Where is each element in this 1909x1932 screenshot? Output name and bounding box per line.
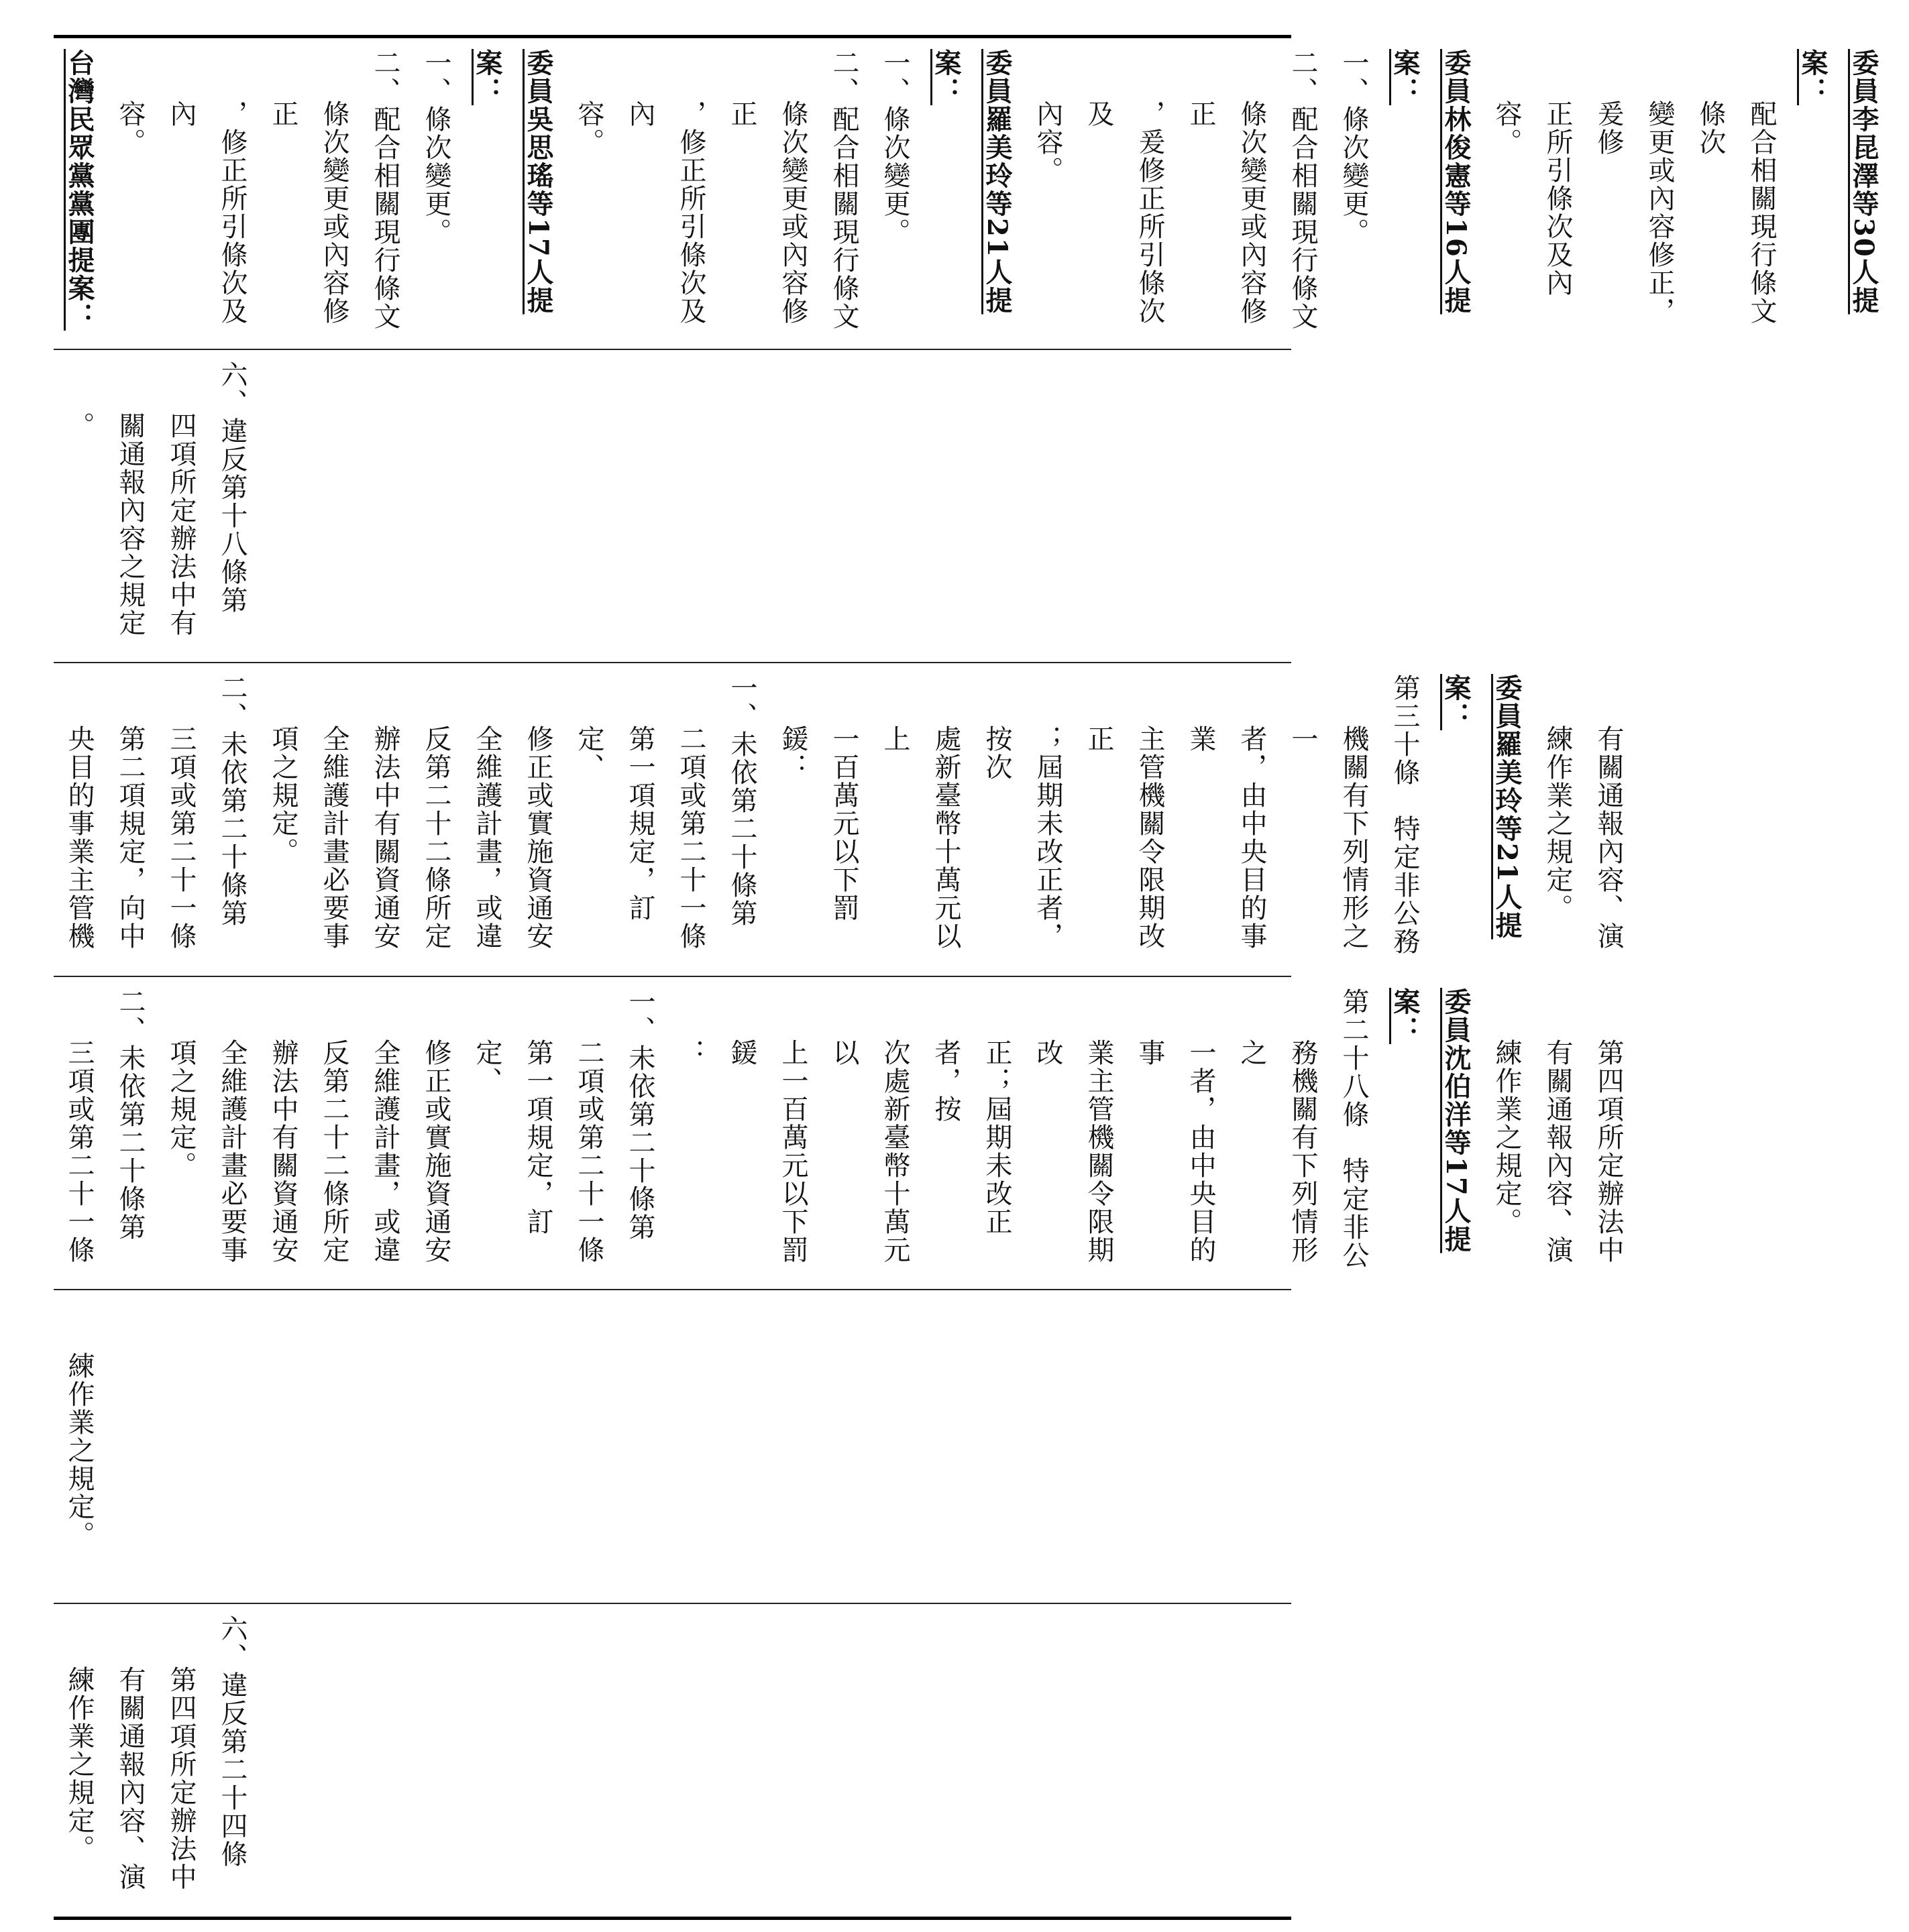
text-line: 三項或第二十一條 (64, 1039, 95, 1264)
text-line: ，修正所引條次及內 (166, 100, 248, 325)
proposer-heading: 委員吳思瑤等17人提案： (472, 49, 554, 315)
text-line: 正；屆期未改正者，按 (930, 1039, 1012, 1236)
cell-text (54, 1290, 125, 1603)
text-line: 辦法中有關資通安 (370, 725, 400, 950)
text-line: 二、未依第二十條第 (115, 988, 146, 1241)
text-line: 處新臺幣十萬元以上 (879, 725, 961, 950)
text-line: 有關通報內容、演 (1542, 1039, 1573, 1264)
proposer-heading: 委員羅美玲等21人提案： (1440, 674, 1523, 940)
text-line: 有關通報內容、演 (115, 1666, 146, 1891)
text-line: 變更或內容修正，爰修 (1593, 100, 1675, 325)
text-line: 六、違反第十八條第 (217, 361, 248, 614)
text-line: 條次變更或內容修正 (268, 100, 349, 325)
table-row-proposal-a (54, 663, 1624, 976)
text-line: 有關通報內容、演 (1593, 725, 1624, 950)
text-line: 修正或實施資通安 (523, 725, 553, 950)
text-line: 正所引條次及內容。 (1491, 100, 1573, 297)
text-line: 練作業之規定。 (1491, 1039, 1522, 1236)
text-line: 條次變更或內容修正 (1185, 100, 1267, 325)
text-line: 一、未依第二十條第 (624, 988, 655, 1241)
table-row-proposal-b (54, 977, 1624, 1289)
text-line: 全維護計畫必要事 (217, 1039, 248, 1264)
text-line: 練作業之規定。 (64, 1352, 95, 1549)
text-line: 四項所定辦法中有 (166, 412, 197, 637)
proposer-heading: 委員羅美玲等21人提案： (930, 49, 1013, 315)
text-line: 練作業之規定。 (1542, 725, 1573, 922)
text-line: 容。 (574, 100, 604, 156)
text-line: 條次變更或內容修正 (726, 100, 808, 325)
text-line: 項之規定。 (268, 725, 298, 866)
proposer-heading: 委員沈伯洋等17人提案： (1389, 988, 1472, 1253)
text-line: 第四項所定辦法中 (1593, 1039, 1624, 1264)
text-line: 第四項所定辦法中 (166, 1666, 197, 1891)
text-line: 修正或實施資通安 (421, 1039, 451, 1264)
text-line: 業主管機關令限期改 (1032, 1039, 1114, 1264)
text-line: 二、未依第二十條第 (217, 674, 248, 927)
text-line: 主管機關令限期改正 (1083, 725, 1165, 950)
text-line: 反第二十二條所定 (421, 725, 451, 950)
table-row-proposal-d (54, 1604, 1291, 1917)
cell-text (54, 1604, 278, 1917)
cell-text (54, 663, 1654, 976)
text-line: 六、違反第二十四條 (217, 1615, 248, 1868)
text-line: 反第二十二條所定 (319, 1039, 349, 1264)
text-line: 一、條次變更。 (879, 49, 910, 246)
table-row-current-law (54, 350, 1291, 662)
text-line: 全維護計畫，或違 (370, 1039, 400, 1264)
text-line: 第二十八條 特定非公 (1338, 988, 1369, 1269)
text-line: 。 (64, 412, 95, 440)
text-line: 央目的事業主管機 (64, 725, 95, 950)
table-row-proposal-c (54, 1290, 1291, 1603)
text-line: 全維護計畫必要事 (319, 725, 349, 950)
text-line: 一、未依第二十條第 (726, 674, 757, 927)
text-line: 第一項規定，訂定、 (472, 1039, 553, 1236)
text-line: 第二項規定，向中 (115, 725, 146, 950)
text-line: 第三十條 特定非公務 (1389, 674, 1420, 956)
cell-text (54, 350, 278, 662)
text-line: 一、條次變更。 (421, 49, 451, 246)
text-line: 機關有下列情形之一 (1287, 725, 1369, 950)
text-line: 項之規定。 (166, 1039, 197, 1180)
text-line: 關通報內容之規定 (115, 412, 146, 637)
proposer-heading: 委員林俊憲等16人提案： (1389, 49, 1472, 315)
text-line: 上一百萬元以下罰鍰 (726, 1039, 808, 1264)
text-line: 二項或第二十一條 (574, 1039, 604, 1264)
text-line: 全維護計畫，或違 (472, 725, 502, 950)
text-line: ： (675, 1039, 706, 1067)
text-line: 一者，由中央目的事 (1134, 1039, 1216, 1264)
text-line: ，爰修正所引條次及 (1083, 100, 1165, 325)
proposer-heading: 台灣民眾黨黨團提案： (64, 49, 95, 331)
text-line: 二、配合相關現行條文 (828, 49, 859, 331)
text-line: 一、條次變更。 (1338, 49, 1369, 246)
text-line: 務機關有下列情形之 (1236, 1039, 1318, 1264)
text-line: 配合相關現行條文條次 (1695, 100, 1777, 325)
text-line: 者，由中央目的事業 (1185, 725, 1267, 950)
text-line: 次處新臺幣十萬元以 (828, 1039, 910, 1264)
table-bottom-rule (54, 1917, 1291, 1920)
text-line: 一百萬元以下罰鍰： (777, 725, 859, 922)
table-row-explanation (54, 38, 1879, 349)
text-line: 二、配合相關現行條文 (370, 49, 400, 331)
text-line: 內容。 (1032, 100, 1063, 184)
text-line: 二項或第二十一條 (675, 725, 706, 950)
text-line: ，修正所引條次及內 (624, 100, 706, 325)
text-line: ；屆期未改正者，按次 (981, 725, 1063, 950)
cell-text (54, 977, 1654, 1289)
text-line: 練作業之規定。 (64, 1666, 95, 1863)
text-line: 辦法中有關資通安 (268, 1039, 298, 1264)
proposer-heading: 委員李昆澤等30人提案： (1797, 49, 1879, 315)
text-line: 容。 (115, 100, 146, 156)
text-line: 第一項規定，訂定、 (574, 725, 655, 922)
text-line: 三項或第二十一條 (166, 725, 197, 950)
cell-text (54, 38, 1909, 349)
text-line: 二、配合相關現行條文 (1287, 49, 1318, 331)
